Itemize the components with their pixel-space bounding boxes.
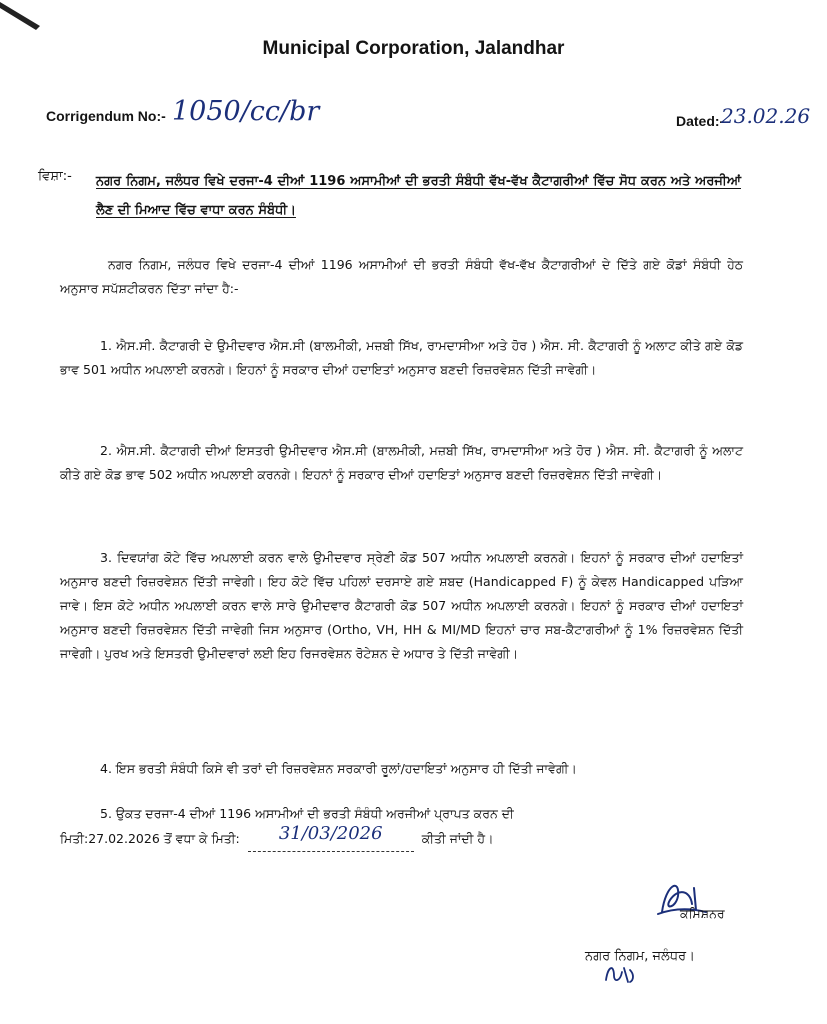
corrigendum-label: Corrigendum No:- bbox=[46, 108, 166, 124]
extended-date-field bbox=[248, 823, 414, 852]
subject-text: ਨਗਰ ਨਿਗਮ, ਜਲੰਧਰ ਵਿਖੇ ਦਰਜਾ-4 ਦੀਆਂ 1196 ਅਸਾਮੀਆਂ ਦੀ ਭਰਤੀ ਸੰਬੰਧੀ ਵੱਖ-ਵੱਖ ਕੈਟਾਗਰੀਆਂ ਵਿੱਚ ਸੋਧ ਕਰਨ ਅਤੇ ਅਰਜੀਆਂ ਲੈਣ ਦੀ ਮਿਆਦ ਵਿੱਚ ਵਾਧਾ ਕਰਨ ਸੰਬੰਧੀ। bbox=[96, 174, 741, 218]
dated-label: Dated:- bbox=[676, 113, 725, 129]
clause-5-line2 bbox=[60, 823, 494, 852]
extended-date-handwritten: 31/03/2026 bbox=[278, 823, 383, 844]
clause-2: 2. ਐਸ.ਸੀ. ਕੈਟਾਗਰੀ ਦੀਆਂ ਇਸਤਰੀ ਉਮੀਦਵਾਰ ਐਸ.ਸੀ (ਬਾਲਮੀਕੀ, ਮਜ਼ਬੀ ਸਿੱਖ, ਰਾਮਦਾਸੀਆ ਅਤੇ ਹੋਰ ) ਐਸ. ਸੀ. ਕੈਟਾਗਰੀ ਨੂੰ ਅਲਾਟ ਕੀਤੇ ਗਏ ਕੋਡ ਭਾਵ 502 ਅਧੀਨ ਅਪਲਾਈ ਕਰਨਗੇ। ਇਹਨਾਂ ਨੂੰ ਸਰਕਾਰ ਦੀਆਂ ਹਦਾਇਤਾਂ ਅਨੁਸਾਰ ਬਣਦੀ ਰਿਜ਼ਰਵੇਸ਼ਨ ਦਿੱਤੀ ਜਾਵੇਗੀ। bbox=[60, 443, 743, 482]
clause-5-suffix: ਕੀਤੀ ਜਾਂਦੀ ਹੈ। bbox=[421, 831, 494, 846]
signatory-organization: ਨਗਰ ਨਿਗਮ, ਜਲੰਧਰ। bbox=[585, 949, 695, 964]
initials-mark bbox=[600, 958, 640, 986]
clause-1: 1. ਐਸ.ਸੀ. ਕੈਟਾਗਰੀ ਦੇ ਉਮੀਦਵਾਰ ਐਸ.ਸੀ (ਬਾਲਮੀਕੀ, ਮਜ਼ਬੀ ਸਿੱਖ, ਰਾਮਦਾਸੀਆ ਅਤੇ ਹੋਰ ) ਐਸ. ਸੀ. ਕੈਟਾਗਰੀ ਨੂੰ ਅਲਾਟ ਕੀਤੇ ਗਏ ਕੋਡ ਭਾਵ 501 ਅਧੀਨ ਅਪਲਾਈ ਕਰਨਗੇ। ਇਹਨਾਂ ਨੂੰ ਸਰਕਾਰ ਦੀਆਂ ਹਦਾਇਤਾਂ ਅਨੁਸਾਰ ਬਣਦੀ ਰਿਜ਼ਰਵੇਸ਼ਨ ਦਿੱਤੀ ਜਾਵੇਗੀ। bbox=[60, 338, 743, 377]
subject-label: ਵਿਸ਼ਾ:- bbox=[38, 169, 72, 184]
clause-3: 3. ਦਿਵਯਾਂਗ ਕੋਟੇ ਵਿੱਚ ਅਪਲਾਈ ਕਰਨ ਵਾਲੇ ਉਮੀਦਵਾਰ ਸ੍ਰੇਣੀ ਕੋਡ 507 ਅਧੀਨ ਅਪਲਾਈ ਕਰਨਗੇ। ਇਹਨਾਂ ਨੂੰ ਸਰਕਾਰ ਦੀਆਂ ਹਦਾਇਤਾਂ ਅਨੁਸਾਰ ਬਣਦੀ ਰਿਜ਼ਰਵੇਸ਼ਨ ਦਿੱਤੀ ਜਾਵੇਗੀ। ਇਹ ਕੋਟੇ ਵਿੱਚ ਪਹਿਲਾਂ ਦਰਸਾਏ ਗਏ ਸ਼ਬਦ (Handicapped F) ਨੂੰ ਕੇਵਲ Handicapped ਪੜਿਆ ਜਾਵੇ। ਇਸ ਕੋਟੇ ਅਧੀਨ ਅਪਲਾਈ ਕਰਨ ਵਾਲੇ ਸਾਰੇ ਉਮੀਦਵਾਰ ਕੈਟਾਗਰੀ ਕੋਡ 507 ਅਧੀਨ ਅਪਲਾਈ ਕਰਨਗੇ। ਇਹਨਾਂ ਨੂੰ ਸਰਕਾਰ ਦੀਆਂ ਹਦਾਇਤਾਂ ਅਨੁਸਾਰ ਬਣਦੀ ਰਿਜ਼ਰਵੇਸ਼ਨ ਦਿੱਤੀ ਜਾਵੇਗੀ ਜਿਸ ਅਨੁਸਾਰ (Ortho, VH, HH & MI/MD ਇਹਨਾਂ ਚਾਰ ਸਬ-ਕੈਟਾਗਰੀਆਂ ਨੂੰ 1% ਰਿਜ਼ਰਵੇਸ਼ਨ ਦਿੱਤੀ ਜਾਵੇਗੀ। ਪੁਰਖ ਅਤੇ ਇਸਤਰੀ ਉਮੀਦਵਾਰਾਂ ਲਈ ਇਹ ਰਿਜਰਵੇਸ਼ਨ ਰੋਟੇਸ਼ਨ ਦੇ ਅਧਾਰ ਤੇ ਦਿੱਤੀ ਜਾਵੇਗੀ। bbox=[60, 550, 743, 661]
intro-paragraph: ਨਗਰ ਨਿਗਮ, ਜਲੰਧਰ ਵਿਖੇ ਦਰਜਾ-4 ਦੀਆਂ 1196 ਅਸਾਮੀਆਂ ਦੀ ਭਰਤੀ ਸੰਬੰਧੀ ਵੱਖ-ਵੱਖ ਕੈਟਾਗਰੀਆਂ ਦੇ ਦਿੱਤੇ ਗਏ ਕੋਡਾਂ ਸੰਬੰਧੀ ਹੇਠ ਅਨੁਸਾਰ ਸਪੱਸ਼ਟੀਕਰਨ ਦਿੱਤਾ ਜਾਂਦਾ ਹੈ:- bbox=[60, 257, 743, 296]
dated-value-handwritten: 23.02.26 bbox=[721, 104, 811, 128]
pen-marker-mark bbox=[0, 0, 44, 30]
signatory-designation: ਕਮਿਸ਼ਨਰ bbox=[680, 906, 725, 921]
document-title: Municipal Corporation, Jalandhar bbox=[262, 38, 565, 59]
clause-4: 4. ਇਸ ਭਰਤੀ ਸੰਬੰਧੀ ਕਿਸੇ ਵੀ ਤਰਾਂ ਦੀ ਰਿਜ਼ਰਵੇਸ਼ਨ ਸਰਕਾਰੀ ਰੂਲਾਂ/ਹਦਾਇਤਾਂ ਅਨੁਸਾਰ ਹੀ ਦਿੱਤੀ ਜਾਵੇਗੀ। bbox=[100, 761, 577, 776]
clause-5-prefix: ਮਿਤੀ:27.02.2026 ਤੋਂ ਵਧਾ ਕੇ ਮਿਤੀ: bbox=[60, 831, 240, 846]
clause-5-line1: 5. ਉਕਤ ਦਰਜਾ-4 ਦੀਆਂ 1196 ਅਸਾਮੀਆਂ ਦੀ ਭਰਤੀ ਸੰਬੰਧੀ ਅਰਜੀਆਂ ਪ੍ਰਾਪਤ ਕਰਨ ਦੀ bbox=[100, 806, 514, 821]
corrigendum-number-handwritten: 1050/cc/br bbox=[172, 96, 320, 127]
